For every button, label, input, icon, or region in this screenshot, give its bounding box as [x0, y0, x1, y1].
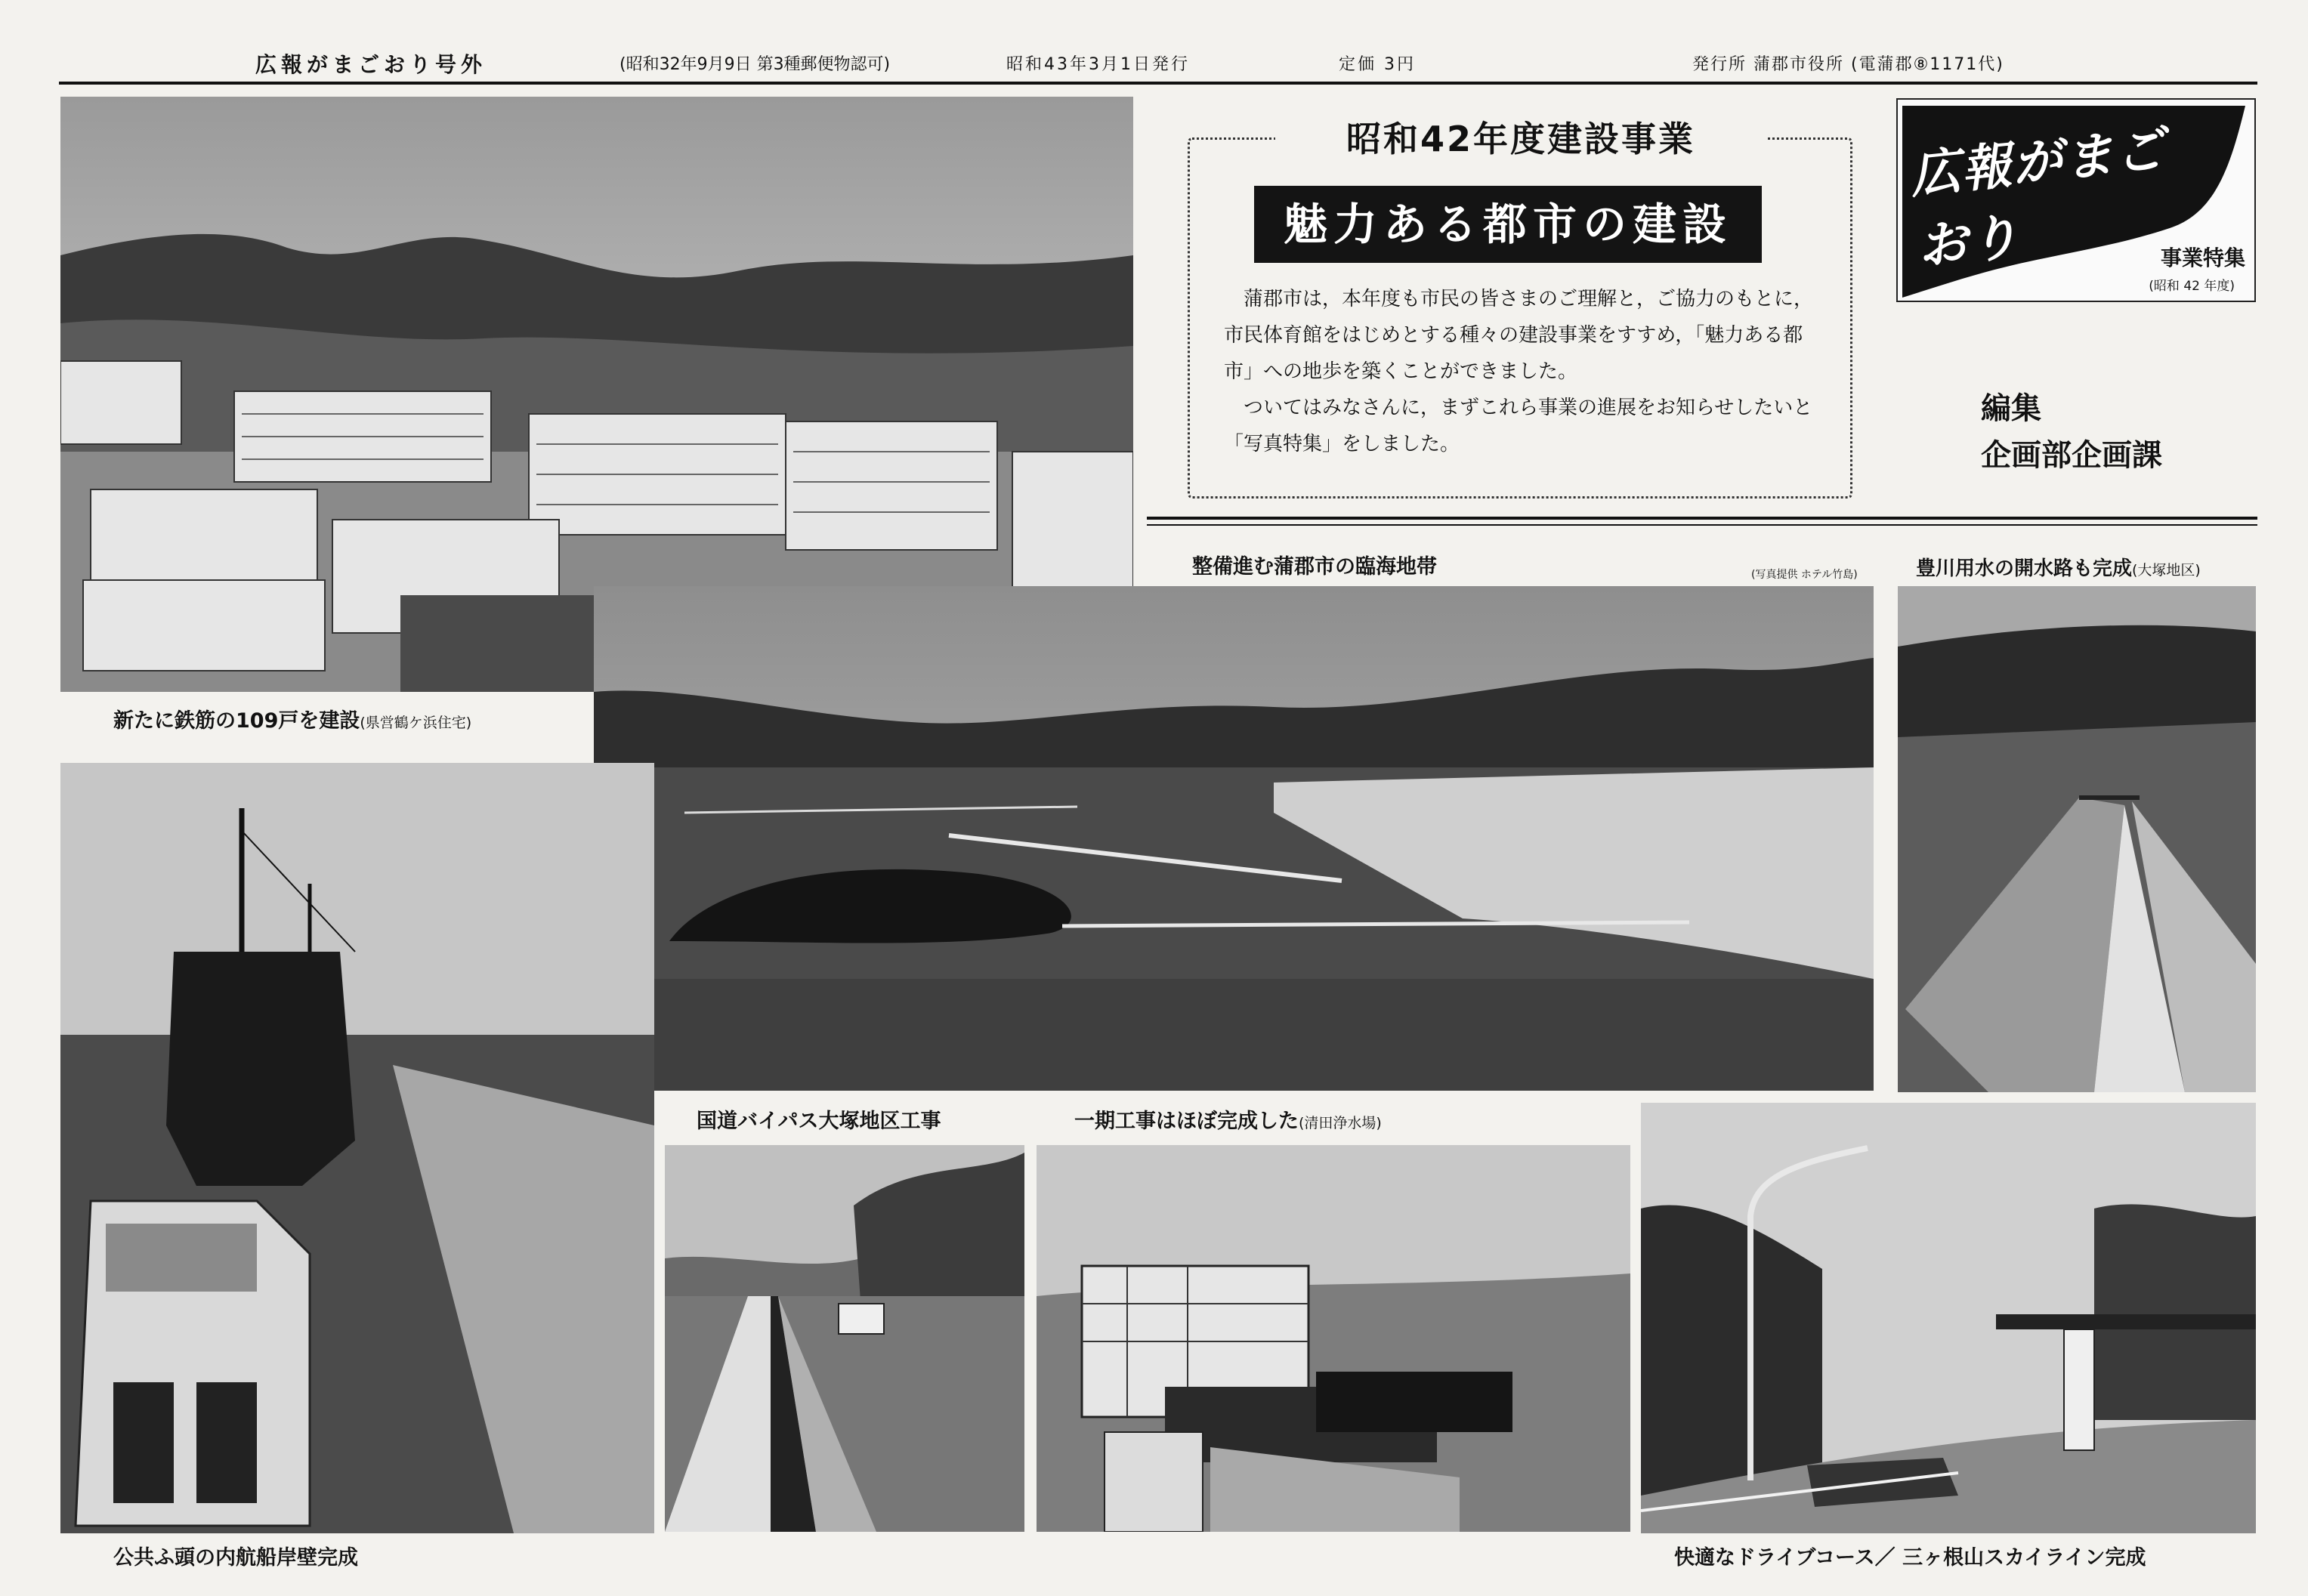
- editor-credit: [1981, 385, 2162, 479]
- caption-waterplant: 一期工事はほぼ完成した(清田浄水場): [1074, 1110, 1382, 1133]
- photo-skyline: [1641, 1103, 2256, 1533]
- photo-waterplant: [1037, 1145, 1630, 1532]
- photo-ship: [60, 763, 654, 1533]
- masthead: [1896, 98, 2256, 302]
- section-rule-thin: [1147, 524, 2257, 526]
- price: 定価 3円: [1339, 55, 1416, 74]
- editor-line-2: 企画部企画課: [1981, 438, 2162, 473]
- photo-bypass: [665, 1145, 1024, 1532]
- caption-bypass: 国道バイパス大塚地区工事: [697, 1110, 941, 1133]
- publisher: 発行所 蒲郡市役所 (電蒲郡⑧1171代): [1692, 55, 2004, 74]
- photo-credit: (写真提供 ホテル竹島): [1751, 569, 1858, 581]
- masthead-year: (昭和 42 年度): [2149, 279, 2235, 294]
- issue-date: 昭和43年3月1日発行: [1006, 55, 1190, 74]
- headline-banner: 魅力ある都市の建設: [1254, 186, 1762, 263]
- photo-coastal: [594, 586, 1874, 1091]
- masthead-logo: 広報がまごおり: [1907, 119, 2169, 276]
- caption-ship: 公共ふ頭の内航船岸壁完成: [113, 1546, 358, 1570]
- body-paragraph-2: ついてはみなさんに，まずこれら事業の進展をお知らせしたいと「写真特集」をしました。: [1224, 397, 1813, 455]
- caption-skyline: 快適なドライブコース／ 三ヶ根山スカイライン完成: [1674, 1546, 2146, 1570]
- editor-line-1: 編集: [1981, 391, 2041, 426]
- body-paragraph-1: 蒲郡市は，本年度も市民の皆さまのご理解と，ご協力のもとに，市民体育館をはじめとする種々の建設事業をすすめ，「魅力ある都市」への地歩を築くことができました。: [1224, 288, 1814, 383]
- photo-canal: [1898, 586, 2256, 1092]
- caption-canal: 豊川用水の開水路も完成(大塚地区): [1916, 557, 2201, 580]
- masthead-special: 事業特集: [2160, 245, 2245, 270]
- caption-coastal: 整備進む蒲郡市の臨海地帯: [1192, 555, 1437, 579]
- headline-title: 昭和42年度建設事業: [1275, 112, 1766, 162]
- caption-housing: 新たに鉄筋の109戸を建設(県営鶴ケ浜住宅): [113, 709, 472, 733]
- permit-text: (昭和32年9月9日 第3種郵便物認可): [619, 55, 891, 74]
- paper-title: 広報がまごおり号外: [255, 52, 487, 77]
- header-rule: [59, 82, 2257, 85]
- section-rule: [1147, 517, 2257, 520]
- headline-body: [1224, 281, 1828, 462]
